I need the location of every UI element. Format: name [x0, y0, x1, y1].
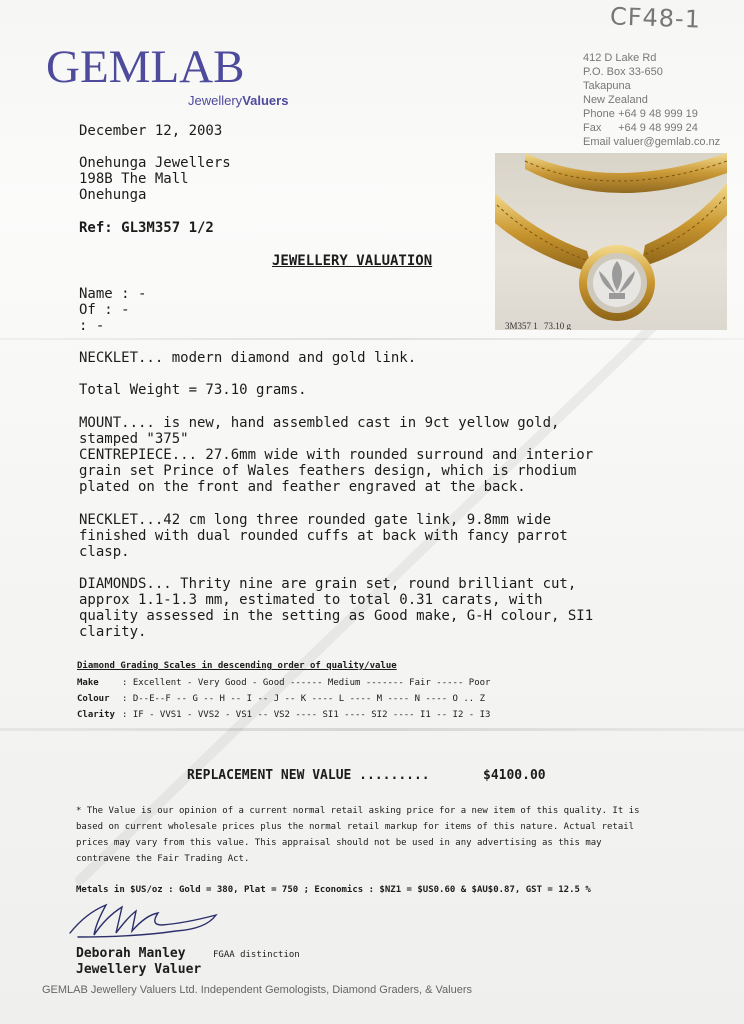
- recipient-line: Onehunga Jewellers: [79, 155, 231, 171]
- disclaimer-line: prices may vary from this value. This appraisal should not be used in any advertising as this may: [76, 838, 602, 848]
- disclaimer-line: contravene the Fair Trading Act.: [76, 854, 250, 864]
- diamonds-line: quality assessed in the setting as Good make, G-H colour, SI1: [79, 608, 594, 624]
- make-label: Make: [77, 678, 99, 688]
- address-line: 412 D Lake Rd: [583, 52, 657, 64]
- handwritten-signature: [66, 893, 226, 941]
- reference-number: Ref: GL3M357 1/2: [79, 220, 214, 236]
- phone-number: +64 9 48 999 19: [618, 108, 698, 120]
- photo-caption-ref: 3M357 1: [505, 321, 538, 330]
- fax-number: +64 9 48 999 24: [618, 122, 698, 134]
- disclaimer-line: * The Value is our opinion of a current normal retail asking price for a new item of this quality. It is: [76, 806, 640, 816]
- of-field: Of : -: [79, 302, 130, 318]
- valuer-role: Jewellery Valuer: [76, 962, 202, 977]
- valuer-credential: FGAA distinction: [213, 950, 300, 960]
- phone-line: [583, 108, 698, 120]
- mount-line: stamped "375": [79, 431, 189, 447]
- total-weight: Total Weight = 73.10 grams.: [79, 382, 307, 398]
- footer-text: GEMLAB Jewellery Valuers Ltd. Independent Gemologists, Diamond Graders, & Valuers: [42, 984, 473, 996]
- document-date: December 12, 2003: [79, 123, 223, 139]
- name-field: Name : -: [79, 286, 147, 302]
- colour-label: Colour: [77, 694, 110, 704]
- description-line: NECKLET... modern diamond and gold link.: [79, 350, 417, 366]
- necklet-line: finished with dual rounded cuffs at back with fancy parrot: [79, 528, 568, 544]
- gemlab-logo: GEMLAB: [46, 41, 245, 93]
- necklace-image: [495, 153, 727, 330]
- diamonds-line: clarity.: [79, 624, 147, 640]
- blank-field: : -: [79, 318, 105, 334]
- recipient-line: Onehunga: [79, 187, 147, 203]
- necklet-line: NECKLET...42 cm long three rounded gate link, 9.8mm wide: [79, 512, 552, 528]
- photo-caption-weight: 73.10 g: [544, 321, 571, 330]
- logo-tagline: [188, 93, 288, 108]
- email-line: Email valuer@gemlab.co.nz: [583, 136, 721, 148]
- document-title: JEWELLERY VALUATION: [272, 253, 433, 269]
- address-line: P.O. Box 33-650: [583, 66, 663, 78]
- clarity-label: Clarity: [77, 710, 115, 720]
- metals-line: Metals in $US/oz : Gold = 380, Plat = 750 ; Economics : $NZ1 = $US0.60 & $AU$0.87, GST = 12.5 %: [76, 885, 591, 895]
- centrepiece-line: CENTREPIECE... 27.6mm wide with rounded surround and interior: [79, 447, 594, 463]
- replacement-value: $4100.00: [483, 768, 546, 783]
- fax-label: Fax: [583, 122, 602, 134]
- paper-fold: [0, 728, 744, 731]
- grading-title: Diamond Grading Scales in descending order of quality/value: [77, 661, 397, 671]
- address-line: New Zealand: [583, 94, 648, 106]
- make-scale: : Excellent - Very Good - Good ------ Medium ------- Fair ----- Poor: [122, 678, 491, 688]
- handwritten-note: CF48-1: [609, 2, 702, 34]
- address-line: Takapuna: [583, 80, 631, 92]
- diamonds-line: DIAMONDS... Thrity nine are grain set, round brilliant cut,: [79, 576, 577, 592]
- recipient-line: 198B The Mall: [79, 171, 189, 187]
- mount-line: MOUNT.... is new, hand assembled cast in 9ct yellow gold,: [79, 415, 560, 431]
- logo-tagline-bold: Valuers: [242, 93, 289, 108]
- replacement-label: REPLACEMENT NEW VALUE .........: [187, 768, 430, 783]
- disclaimer-line: based on current wholesale prices plus the normal retail markup for items of this nature. Actual retail: [76, 822, 635, 832]
- phone-label: Phone: [583, 108, 615, 120]
- valuer-name: Deborah Manley: [76, 946, 186, 961]
- centrepiece-line: grain set Prince of Wales feathers design, which is rhodium: [79, 463, 577, 479]
- logo-tagline-light: Jewellery: [188, 93, 243, 108]
- clarity-scale: : IF - VVS1 - VVS2 - VS1 -- VS2 ---- SI1 ---- SI2 ---- I1 -- I2 - I3: [122, 710, 491, 720]
- necklet-line: clasp.: [79, 544, 130, 560]
- fax-line: [583, 122, 698, 134]
- paper-fold: [0, 338, 744, 340]
- centrepiece-line: plated on the front and feather engraved at the back.: [79, 479, 526, 495]
- necklace-photo: [495, 153, 727, 330]
- diamonds-line: approx 1.1-1.3 mm, estimated to total 0.31 carats, with: [79, 592, 543, 608]
- colour-scale: : D--E--F -- G -- H -- I -- J -- K ---- L ---- M ---- N ---- O .. Z: [122, 694, 486, 704]
